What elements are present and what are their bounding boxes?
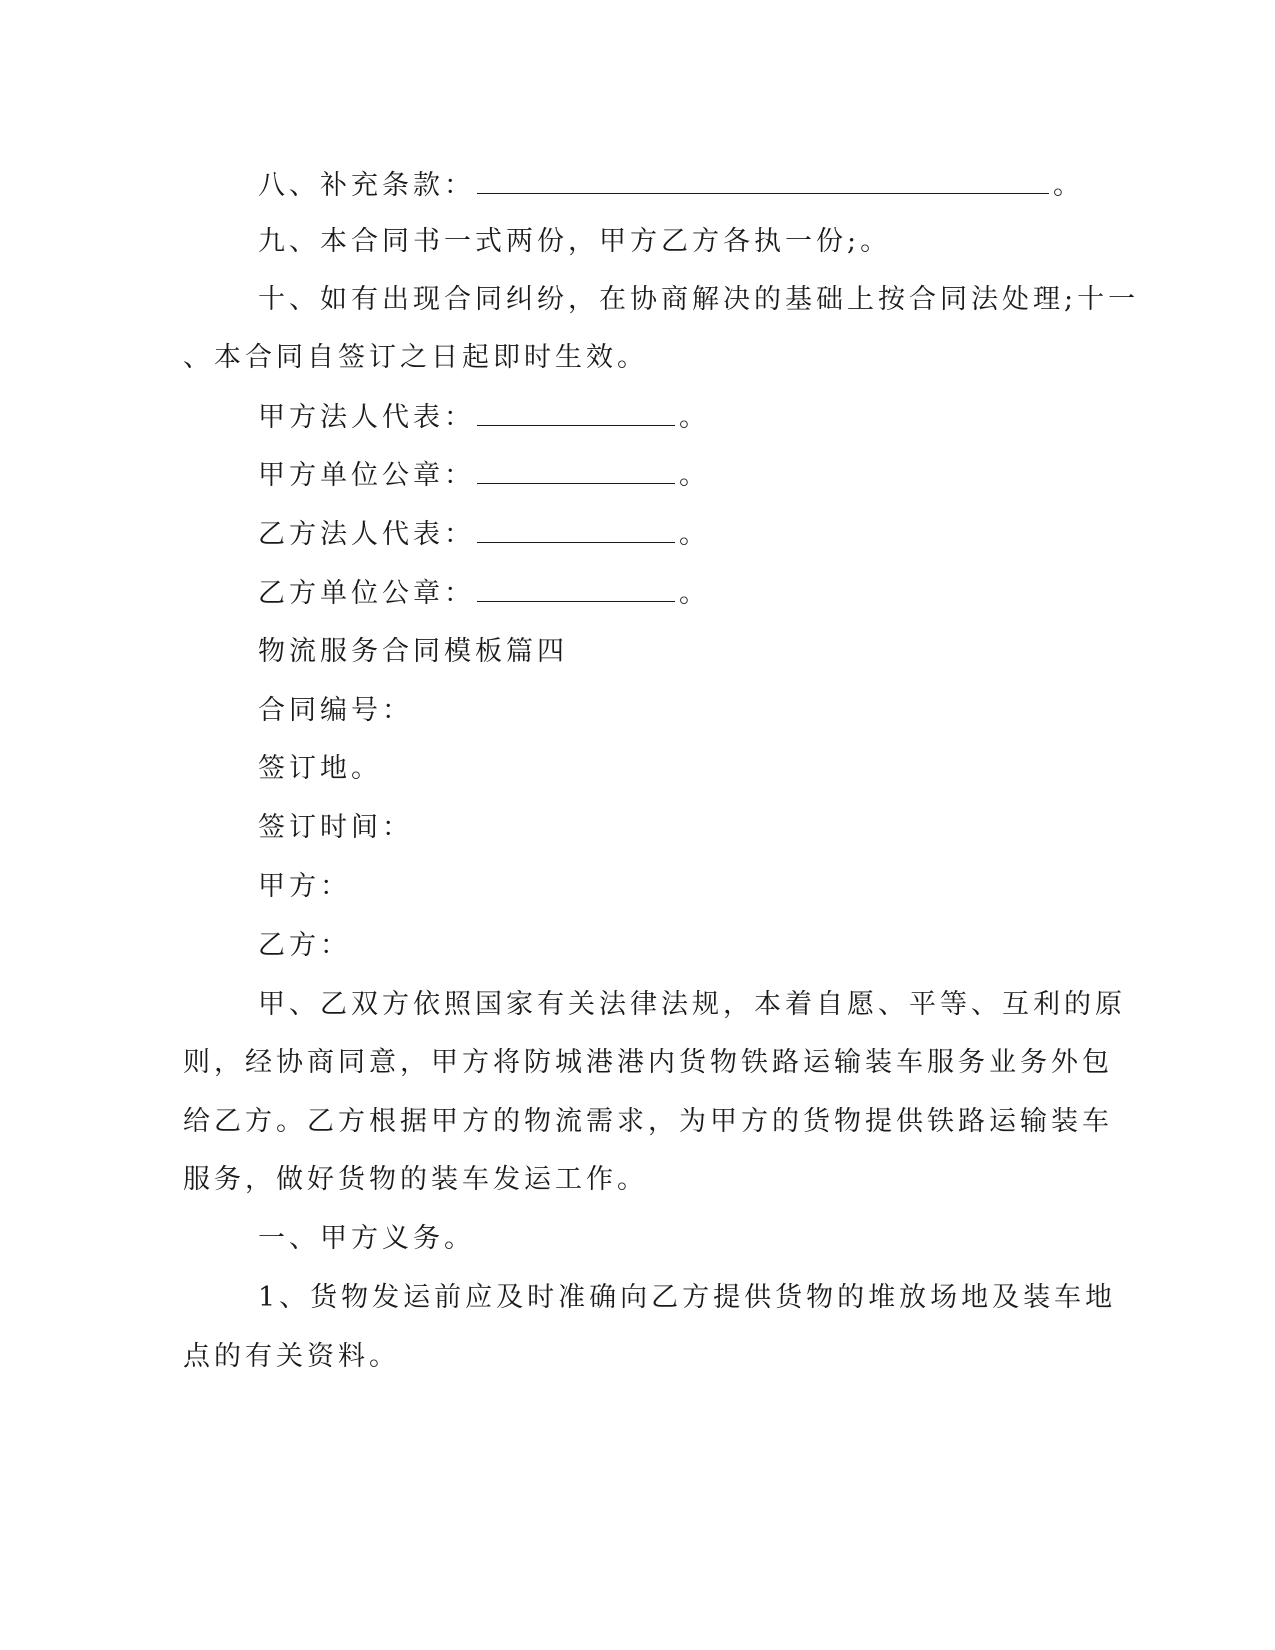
party-b-representative-suffix: 。: [679, 519, 710, 550]
preamble-line-3: [0, 1102, 1275, 1142]
clause-10-text-1: 十、如有出现合同纠纷，在协商解决的基础上按合同法处理;十一: [258, 284, 1140, 315]
obligation-item-1-line-2: [0, 1337, 1275, 1377]
obligation-item-1-text-1: 1、货物发运前应及时准确向乙方提供货物的堆放场地及装车地: [258, 1282, 1117, 1313]
obligation-heading: 一、甲方义务。: [258, 1223, 475, 1254]
party-b-representative-label: 乙方法人代表：: [258, 519, 475, 550]
obligation-item-1-line-1: [0, 1278, 1275, 1318]
party-b-label: 乙方：: [258, 930, 351, 961]
party-a-seal-line: [0, 455, 1275, 495]
clause-8-suffix: 。: [1053, 170, 1084, 201]
contract-number-label: 合同编号：: [258, 695, 413, 726]
obligation-item-1-text-2: 点的有关资料。: [183, 1341, 400, 1372]
party-b-seal-blank: [477, 573, 675, 602]
preamble-text-3: 给乙方。乙方根据甲方的物流需求，为甲方的货物提供铁路运输装车: [183, 1106, 1113, 1137]
party-b-representative-blank: [477, 514, 675, 543]
signing-time-line: [0, 808, 1275, 848]
obligation-heading-line: [0, 1219, 1275, 1259]
party-b-representative-line: [0, 514, 1275, 554]
clause-8-line: [0, 165, 1275, 205]
section-heading-line: [0, 632, 1275, 672]
signing-time-label: 签订时间：: [258, 812, 413, 843]
preamble-line-4: [0, 1160, 1275, 1200]
preamble-text-1: 甲、乙双方依照国家有关法律法规，本着自愿、平等、互利的原: [258, 989, 1126, 1020]
signing-place-label: 签订地。: [258, 753, 382, 784]
section-heading: 物流服务合同模板篇四: [258, 636, 568, 667]
signing-place-line: [0, 749, 1275, 789]
party-b-seal-suffix: 。: [679, 578, 710, 609]
clause-8-blank: [477, 165, 1049, 194]
preamble-text-2: 则，经协商同意，甲方将防城港港内货物铁路运输装车服务业务外包: [183, 1047, 1113, 1078]
preamble-text-4: 服务，做好货物的装车发运工作。: [183, 1164, 648, 1195]
party-a-line: [0, 867, 1275, 907]
party-a-representative-blank: [477, 397, 675, 426]
clause-10-line-1: [0, 280, 1275, 320]
clause-10-line-2: [0, 338, 1275, 378]
party-a-seal-blank: [477, 455, 675, 484]
party-a-representative-suffix: 。: [679, 402, 710, 433]
party-b-line: [0, 926, 1275, 966]
clause-8-label: 八、补充条款：: [258, 170, 475, 201]
party-b-seal-label: 乙方单位公章：: [258, 578, 475, 609]
party-a-seal-label: 甲方单位公章：: [258, 460, 475, 491]
contract-number-line: [0, 691, 1275, 731]
party-a-seal-suffix: 。: [679, 460, 710, 491]
clause-9-text: 九、本合同书一式两份，甲方乙方各执一份;。: [258, 226, 892, 257]
preamble-line-2: [0, 1043, 1275, 1083]
party-a-label: 甲方：: [258, 871, 351, 902]
clause-10-text-2: 、本合同自签订之日起即时生效。: [183, 342, 648, 373]
clause-9-line: [0, 222, 1275, 262]
party-a-representative-label: 甲方法人代表：: [258, 402, 475, 433]
party-a-representative-line: [0, 397, 1275, 437]
party-b-seal-line: [0, 573, 1275, 613]
preamble-line-1: [0, 985, 1275, 1025]
